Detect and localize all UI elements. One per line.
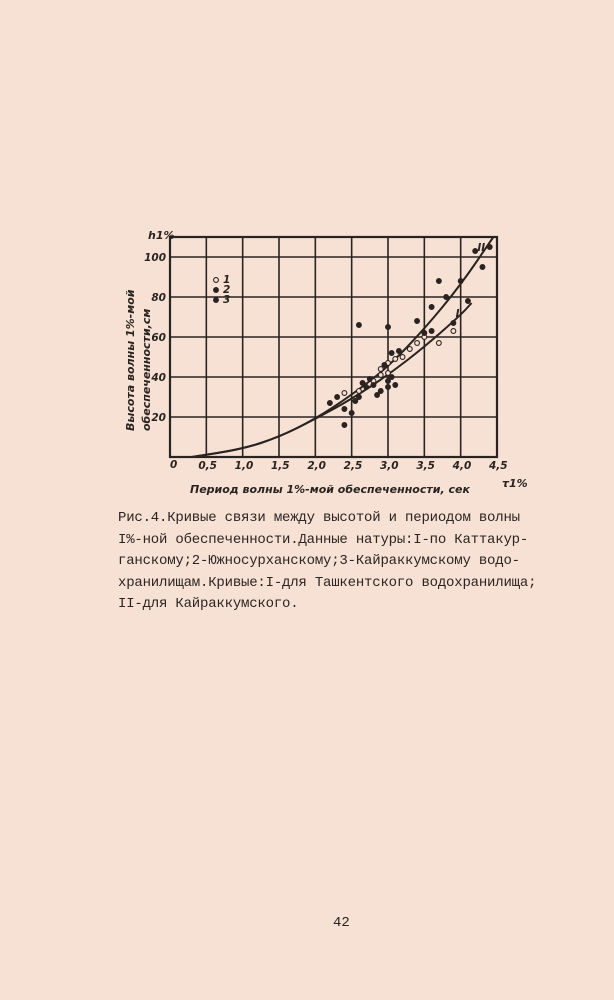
x-tick-label: 3,0 [380, 460, 399, 472]
data-point-series-3 [473, 249, 478, 254]
data-point-series-2 [349, 411, 354, 416]
data-point-series-3 [480, 265, 485, 270]
data-point-series-1 [393, 357, 398, 362]
data-point-series-3 [386, 325, 391, 330]
data-point-series-2 [371, 383, 376, 388]
data-point-series-2 [389, 375, 394, 380]
x-axis-label: Период волны 1%-мой обеспеченности, сек [190, 483, 470, 496]
origin-label: 0 [170, 459, 178, 471]
curve-label: II [477, 242, 486, 254]
x-axis-symbol: τ1% [502, 477, 528, 490]
data-point-series-2 [367, 377, 372, 382]
data-point-series-3 [458, 279, 463, 284]
figure-caption [118, 508, 588, 616]
page-number: 42 [333, 915, 350, 931]
y-axis-label-line2: обеспеченности,см [140, 308, 153, 431]
data-point-series-2 [375, 393, 380, 398]
data-point-series-3 [429, 329, 434, 334]
y-tick-label: 40 [151, 372, 166, 384]
data-point-series-1 [378, 367, 383, 372]
chart-grid [170, 237, 497, 457]
data-point-series-3 [335, 395, 340, 400]
data-point-series-3 [389, 351, 394, 356]
y-tick-label: 60 [151, 332, 166, 344]
y-axis-symbol: h1% [148, 229, 175, 242]
x-tick-label: 3,5 [416, 460, 435, 472]
data-point-series-1 [415, 341, 420, 346]
x-tick-label: 0,5 [198, 460, 217, 472]
x-tick-label: 2,0 [307, 460, 326, 472]
data-point-series-2 [386, 379, 391, 384]
data-point-series-3 [422, 331, 427, 336]
caption-line: Рис.4.Кривые связи между высотой и периодом волны [118, 510, 520, 526]
data-point-series-2 [378, 389, 383, 394]
y-tick-label: 80 [151, 292, 166, 304]
data-point-series-3 [444, 295, 449, 300]
caption-line: II-для Кайраккумского. [118, 596, 299, 612]
data-point-series-1 [357, 389, 362, 394]
data-point-series-1 [400, 355, 405, 360]
legend-label: 3 [223, 294, 231, 306]
x-tick-label: 4,5 [489, 460, 508, 472]
caption-line: I%-ной обеспеченности.Данные натуры:I-по Каттакур- [118, 531, 529, 548]
caption-line: ганскому;2-Южносурханскому;3-Кайраккумскому водо- [118, 553, 520, 569]
legend-marker [214, 288, 219, 293]
legend-label: 1 [223, 274, 231, 286]
data-point-series-3 [327, 401, 332, 406]
data-point-series-2 [360, 381, 365, 386]
data-point-series-3 [382, 363, 387, 368]
data-point-series-2 [342, 407, 347, 412]
caption-line: хранилищам.Кривые:I-для Ташкентского водохранилища; [118, 574, 537, 591]
data-point-series-3 [429, 305, 434, 310]
legend-marker [214, 298, 219, 303]
data-point-series-1 [451, 329, 456, 334]
data-point-series-1 [342, 391, 347, 396]
data-point-series-3 [487, 245, 492, 250]
x-tick-label: 1,5 [271, 460, 290, 472]
curve-label: I [455, 308, 460, 320]
chart-legend [214, 274, 231, 306]
wave-chart [110, 225, 530, 505]
data-point-series-3 [451, 321, 456, 326]
data-point-series-3 [466, 299, 471, 304]
data-point-series-2 [342, 423, 347, 428]
y-tick-label: 20 [151, 412, 166, 424]
plot-frame [170, 237, 497, 457]
data-point-series-3 [415, 319, 420, 324]
data-point-series-3 [397, 349, 402, 354]
data-point-series-1 [436, 341, 441, 346]
data-point-series-2 [386, 385, 391, 390]
data-point-series-3 [436, 279, 441, 284]
data-point-series-2 [393, 383, 398, 388]
data-point-series-2 [353, 399, 358, 404]
x-tick-label: 4,0 [452, 460, 472, 472]
data-point-series-1 [378, 373, 383, 378]
data-point-series-2 [357, 395, 362, 400]
legend-marker [214, 278, 219, 283]
data-point-series-3 [357, 323, 362, 328]
x-tick-label: 1,0 [234, 460, 254, 472]
data-point-series-2 [364, 385, 369, 390]
data-point-series-1 [407, 347, 412, 352]
x-tick-label: 2,5 [343, 460, 363, 472]
chart-ticks [144, 252, 508, 472]
y-axis-label-line1: Высота волны 1%-мой [124, 289, 137, 431]
curve-i [192, 303, 472, 457]
data-point-series-1 [386, 371, 391, 376]
legend-label: 2 [223, 284, 231, 296]
y-tick-label: 100 [144, 252, 166, 264]
